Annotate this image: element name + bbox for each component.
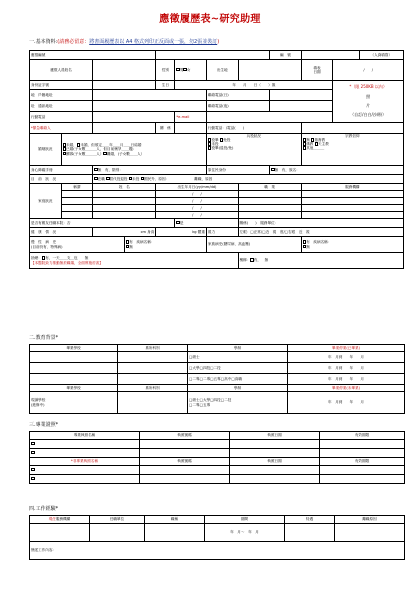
mail-addr-field[interactable] (93, 101, 207, 112)
section-basic-heading: 一.基本資料:(請務必留意：將書面履歷表以 A4 格式列印正反面或一張，勿2張並裝訂) (29, 39, 220, 45)
job-status-label: 目 前 狀 況 (30, 175, 93, 184)
family-col-name: 姓 名 (93, 184, 156, 191)
tel-night-field[interactable] (270, 101, 333, 112)
fill-date-field[interactable]: / / (333, 60, 404, 81)
name-label: 應徵人員姓名 (30, 60, 93, 81)
current-school-label[interactable]: 現讀學校 (進修中) (30, 392, 118, 414)
email-field[interactable] (206, 112, 332, 123)
disability-label: 身心障礙手冊 (30, 166, 93, 175)
smoke-free-note: 【本醫院致力推動無菸職場，全面實施菸害】 (31, 260, 103, 265)
birthplace-label: 出生地 (206, 60, 238, 81)
basic-info-table: 應徵編號 編 號 （人資填寫） 應徵人員姓名 性別 男 女 出生地 填表 日期 / / 身份証字號 生日 年 月 日（ ）歲 *（限 250KB 以內） 照 片 （自訂/白白/沙/粉） 地 戶籍地址 聯絡電話(日) 址 通訊地址 聯絡電話(夜) 行動電話 *e-mail *緊急聯絡人 關 係 行動電話：/電話( ) 婚姻狀況 未婚， 未婚，但預定＿＿年＿＿月＿＿日結婚 已婚(子女數＿＿＿人，但目前懷孕＿＿週) 鰥寡(子女數＿＿＿人） 離婚，(子女數＿＿人） 兵役狀況 役畢 免役 未役 役畢(退役/免) 宗教信仰 無 基督教 佛教 天主教 其他＿＿＿ 身心障礙手冊 無 有，類別： 原住民身份 無 有，族名： 目 前 狀 況 在職 替代役退役 未役 國民外、原因： 離職、原因 家庭狀況 稱謂 姓 名 出生年月日(yy/mm/dd) 職 業 服務機構 / / / / / / / / 是否有親友任職本院：否 是 關係( ) 服務單位： 健 康 情 況 cm 身高 kg 體重 視力 左眼：□正常/□近 視 度/□右眼 近 視 慢 性 病 史 (目前仍有、特殊病) 有 疾病名稱： 無 家族病史(糖尿病、高血壓) 有 疾病名稱： 無 抽煙： 有，一天＿＿支＿包 無 【本醫院致力推動無菸職場，全面實施菸害】 檳榔： 有， 無 (29, 50, 404, 269)
disability-options: 無 有，類別： (93, 166, 207, 175)
section-work-heading: 四.工作經驗* (29, 506, 59, 512)
section-edu-heading: 二.教育背景* (29, 335, 59, 341)
id-field[interactable] (93, 81, 156, 90)
military-box: 兵役狀況 役畢 免役 未役 役畢(退役/免) (206, 134, 301, 166)
family-col-org: 服務機構 (301, 184, 403, 191)
app-no-label: 應徵編號 (30, 51, 156, 60)
weight-field[interactable]: kg 體重 (156, 228, 207, 237)
job-status-options: 在職 替代役退役 未役 國民外、原因： 離職、原因 (93, 175, 404, 184)
em-phone-field[interactable] (301, 123, 403, 134)
code-field[interactable] (301, 51, 359, 60)
photo-box[interactable]: *（限 250KB 以內） 照 片 （自訂/白白/沙/粉） (333, 81, 404, 123)
em-phone-label: 行動電話：/電話( ) (206, 123, 301, 134)
staff-fill-note: （人資填寫） (359, 51, 403, 60)
family-label: 家庭狀況 (30, 184, 62, 219)
birth-field[interactable]: 年 月 日（ ）歲 (175, 81, 333, 90)
reg-addr-label: 地 戶籍地址 (30, 90, 93, 101)
section-cert-heading: 三.專業證照* (29, 422, 59, 428)
code-label: 編 號 (270, 51, 302, 60)
family-history-options: 有 疾病名稱： 無 (301, 237, 403, 253)
birth-label: 生日 (156, 81, 175, 90)
id-label: 身份証字號 (30, 81, 93, 90)
gender-options: 男 女 (175, 60, 207, 81)
tel-day-label: 聯絡電話(日) (206, 90, 269, 101)
vision-label: 視力 (206, 228, 238, 237)
referral-relation[interactable]: 關係( ) 服務單位： (238, 219, 403, 228)
mail-addr-label: 址 通訊地址 (30, 101, 93, 112)
health-label: 健 康 情 況 (30, 228, 93, 237)
chronic-label: 慢 性 病 史 (目前仍有、特殊病) (30, 237, 125, 253)
betel-row: 檳榔： 有， 無 (238, 253, 403, 269)
family-history-label: 家族病史(糖尿病、高血壓) (206, 237, 301, 253)
mobile-label: 行動電話 (30, 112, 93, 123)
marital-options: 未婚， 未婚，但預定＿＿年＿＿月＿＿日結婚 已婚(子女數＿＿＿人，但目前懷孕＿＿週) 鰥寡(子女數＿＿＿人） 離婚，(子女數＿＿人） (61, 134, 206, 166)
smoke-row: 抽煙： 有，一天＿＿支＿包 無 【本醫院致力推動無菸職場，全面實施菸害】 (30, 253, 239, 269)
work-table: 現任服務機構 任職單位 職稱 期間 待遇 離職原因 年 月～ 年 月 簡述工作內容： (29, 515, 405, 560)
tel-night-label: 聯絡電話(夜) (206, 101, 269, 112)
emergency-field[interactable] (93, 123, 156, 134)
referral-yes: 是 (175, 219, 238, 228)
indigenous-options: 無 有，族名： (270, 166, 404, 175)
indigenous-label: 原住民身份 (206, 166, 269, 175)
page-title: 應徵履歷表~研究助理 (159, 14, 261, 25)
relation-label: 關 係 (156, 123, 175, 134)
marital-label: 婚姻狀況 (30, 134, 62, 166)
family-col-dob: 出生年月日(yy/mm/dd) (156, 184, 238, 191)
birthplace-field[interactable] (238, 60, 301, 81)
referral-label: 是否有親友任職本院：否 (30, 219, 175, 228)
cert-table: 專業執照名稱 執照號碼 執照日期 有效期限 *非專業執照名稱 執照號碼 執照日期 有效期限 (29, 431, 405, 484)
height-field[interactable]: cm 身高 (93, 228, 156, 237)
fill-date-label: 填表 日期 (301, 60, 333, 81)
emergency-label: *緊急聯絡人 (30, 123, 93, 134)
mobile-field[interactable] (93, 112, 175, 123)
relation-field[interactable] (175, 123, 207, 134)
vision-options[interactable]: 左眼：□正常/□近 視 度/□右眼 近 視 (238, 228, 403, 237)
duty-field[interactable]: 簡述工作內容： (30, 542, 405, 560)
family-col-title: 稱謂 (61, 184, 93, 191)
reg-addr-field[interactable] (93, 90, 207, 101)
name-field[interactable] (93, 60, 156, 81)
app-no-field[interactable] (156, 51, 270, 60)
gender-label: 性別 (156, 60, 175, 81)
email-label: *e-mail (175, 112, 207, 123)
chronic-options: 有 疾病名稱： 無 (124, 237, 206, 253)
tel-day-field[interactable] (270, 90, 333, 101)
education-table: 畢業學校 系所科別 學制 畢業停業(已畢業) □碩士 年 月到 年 月 □大學□四技□二技 年 月到 年 月 □二專□二專□五專□高中□高職 年 月到 年 月 畢業學校 系所科別 學制 畢業停業(未畢業) 現讀學校 (進修中) □碩士□大學□四技□二技 □二專□五專 年 月到 年 月 (29, 344, 405, 414)
religion-box: 宗教信仰 無 基督教 佛教 天主教 其他＿＿＿ (301, 134, 403, 166)
family-col-job: 職 業 (238, 184, 301, 191)
